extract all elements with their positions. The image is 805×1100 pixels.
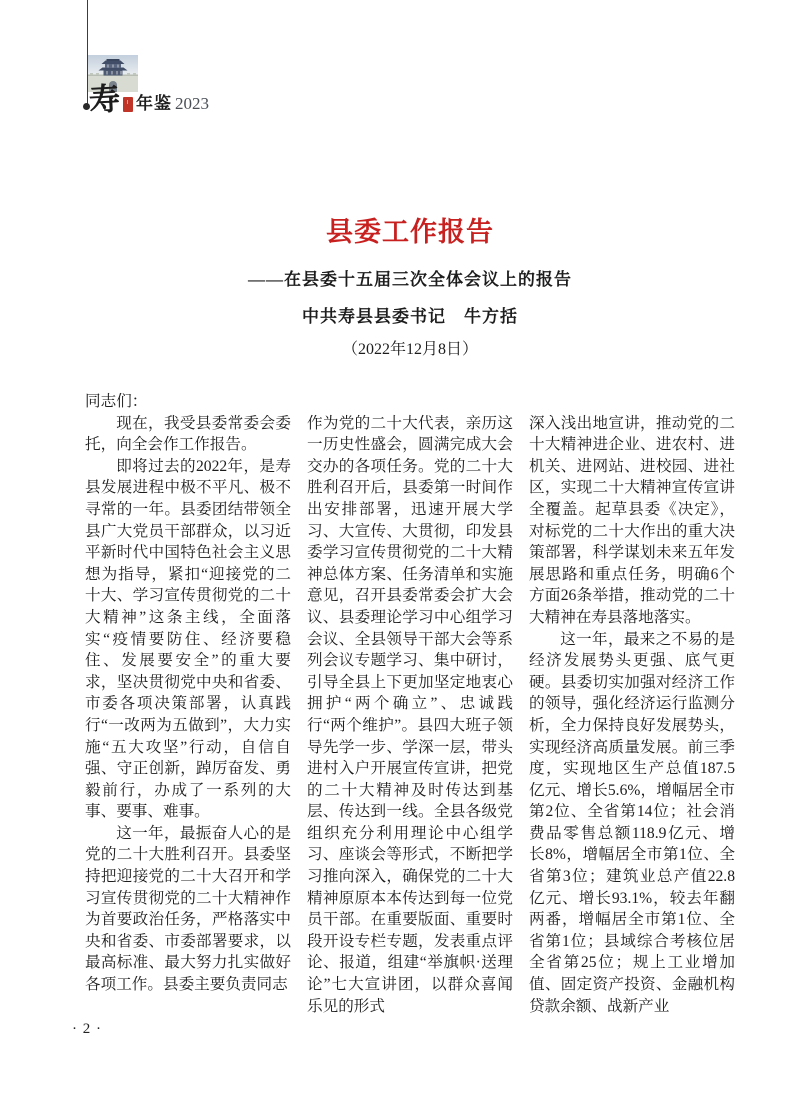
report-heading-block — [85, 210, 735, 359]
logo-shou-calligraphy: 寿 — [88, 81, 121, 118]
report-author: 中共寿县县委书记 牛方括 — [302, 307, 518, 326]
report-title: 县委工作报告 — [326, 217, 494, 247]
logo-nianjian-text: 年鉴 — [136, 94, 172, 113]
report-date: （2022年12月8日） — [341, 341, 478, 358]
body-column-1 — [85, 391, 291, 1017]
body-paragraph: 即将过去的2022年，是寿县发展进程中极不平凡、极不寻常的一年。县委团结带领全县广大党员干部群众，以习近平新时代中国特色社会主义思想为指导，紧扣“迎接党的二十大、学习宣传贯彻党的二十大精神”这条主线，全面落实“疫情要防住、经济要稳住、发展要安全”的重大要求，坚决贯彻党中央和省委、市委各项决策部署，认真践行“一改两为五做到”，大力实施“五大攻坚”行动，自信自强、守正创新，踔厉奋发、勇毅前行，办成了一系列的大事、要事、难事。 — [85, 457, 291, 821]
body-paragraph: 同志们： — [85, 393, 148, 410]
body-paragraph: 这一年，最来之不易的是经济发展势头更强、底气更硬。县委切实加强对经济工作的领导，强化经济运行监测分析，全力保持良好发展势头，实现经济高质量发展。前三季度，实现地区生产总值187.5亿元、增长5.6%，增幅居全市第2位、全省第14位；社会消费品零售总额118.9亿元、增长8%，增幅居全市第1位、全省第3位；建筑业总产值22.8亿元、增长93.1%，较去年翻两番，增幅居全市第1位、全省第1位；县域综合考核位居全省第25位；规上工业增加值、固定资产投资、金融机构贷款余额、战新产业 — [529, 630, 735, 1015]
report-subtitle: ——在县委十五届三次全体会议上的报告 — [248, 270, 572, 289]
body-column-3 — [529, 391, 735, 1017]
yearbook-logo — [88, 81, 209, 118]
body-paragraph: 深入浅出地宣讲，推动党的二十大精神进企业、进农村、进机关、进网站、进校园、进社区，实现二十大精神宣传宣讲全覆盖。起草县委《决定》，对标党的二十大作出的重大决策部署，科学谋划未来五年发展思路和重点任务，明确6个方面26条举措，推动党的二十大精神在寿县落地落实。 — [529, 414, 735, 626]
body-paragraph: 现在，我受县委常委会委托，向全会作工作报告。 — [85, 414, 291, 454]
body-paragraph: 这一年，最振奋人心的是党的二十大胜利召开。县委坚持把迎接党的二十大召开和学习宣传贯彻党的二十大精神作为首要政治任务，严格落实中央和省委、市委部署要求，以最高标准、最大努力扎实做好各项工作。县委主要负责同志 — [85, 824, 291, 994]
body-paragraph: 作为党的二十大代表，亲历这一历史性盛会，圆满完成大会交办的各项任务。党的二十大胜利召开后，县委第一时间作出安排部署，迅速开展大学习、大宣传、大贯彻，印发县委学习宣传贯彻党的二十大精神总体方案、任务清单和实施意见，召开县委常委会扩大会议、县委理论学习中心组学习会议、全县领导干部大会等系列会议专题学习、集中研讨，引导全县上下更加坚定地衷心拥护“两个确立”、忠诚践行“两个维护”。县四大班子领导先学一步、学深一层，带头进村入户开展宣传宣讲，把党的二十大精神及时传达到基层、传达到一线。全县各级党组织充分利用理论中心组学习、座谈会等形式，不断把学习推向深入，确保党的二十大精神原原本本传达到每一位党员干部。在重要版面、重要时段开设专栏专题，发表重点评论、报道，组建“举旗帜·送理论”七大宣讲团，以群众喜闻乐见的形式 — [307, 414, 513, 1015]
report-body — [85, 391, 735, 1017]
logo-year: 2023 — [175, 94, 209, 113]
red-seal-icon — [123, 97, 133, 112]
body-column-2 — [307, 391, 513, 1017]
page-number: · 2 · — [72, 1021, 102, 1037]
